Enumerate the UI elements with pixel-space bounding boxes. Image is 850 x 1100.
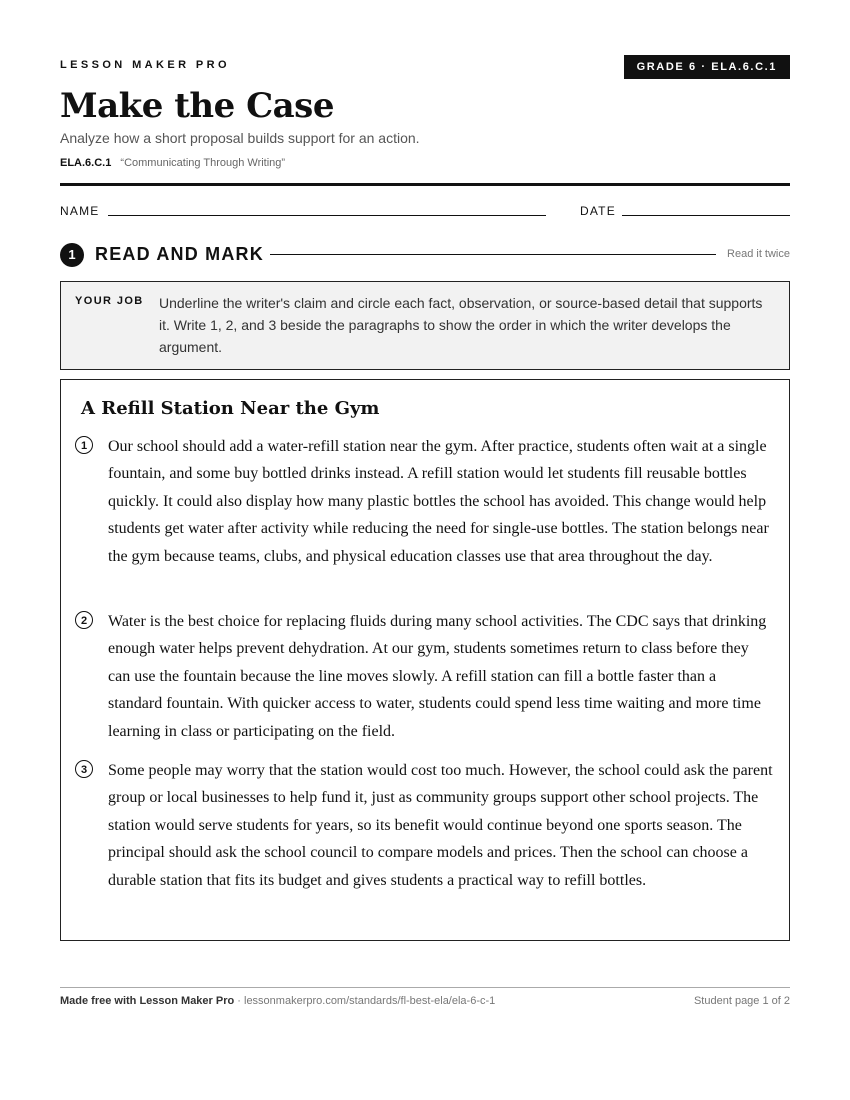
section-number-badge: 1 xyxy=(60,243,84,267)
instructions-box xyxy=(60,281,790,370)
paragraph-2: Water is the best choice for replacing fluids during many school activities. The CDC says that drinking enough water helps prevent dehydration. At our gym, students sometimes return to class before they can use the fountain because the line moves slowly. A refill station can fill a bottle faster than a standard fountain. With quicker access to water, students could spend less time waiting and more time learning in class or participating on the field. xyxy=(108,613,767,740)
standard-code: ELA.6.C.1 xyxy=(60,157,112,169)
footer-brand: Made free with Lesson Maker Pro xyxy=(60,995,235,1007)
name-date-row xyxy=(60,204,790,218)
section-header xyxy=(60,243,790,267)
date-field[interactable] xyxy=(622,215,790,216)
paragraph-number-2: 2 xyxy=(75,611,93,629)
page-subtitle: Analyze how a short proposal builds support for an action. xyxy=(60,130,420,146)
section-title: READ AND MARK xyxy=(95,244,264,264)
footer-separator: · xyxy=(234,995,244,1007)
page-title: Make the Case xyxy=(60,86,334,126)
paragraph-1: Our school should add a water-refill station near the gym. After practice, students often wait at a single fountain, and some buy bottled drinks instead. A refill station would let students fill reusable bottles quickly. It could also display how many plastic bottles the school has avoided. This change would help students get water after activity while reducing the need for single-use bottles. The station belongs near the gym because teams, clubs, and physical education classes use that area throughout the day. xyxy=(108,438,769,565)
name-field[interactable] xyxy=(108,215,546,216)
instructions-label: YOUR JOB xyxy=(75,295,144,307)
grade-badge: GRADE 6 · ELA.6.C.1 xyxy=(624,55,790,79)
brand-name: LESSON MAKER PRO xyxy=(60,59,230,71)
footer-divider xyxy=(60,987,790,988)
footer-url[interactable]: lessonmakerpro.com/standards/fl-best-ela/ela-6-c-1 xyxy=(244,995,496,1007)
page-indicator: Student page 1 of 2 xyxy=(693,995,790,1007)
header-top-row xyxy=(60,55,790,79)
section-divider xyxy=(270,254,716,255)
instructions-text: Underline the writer's claim and circle each fact, observation, or source-based detail that supports it. Write 1, 2, and 3 beside the paragraphs to show the order in which the writer develops the argument. xyxy=(159,295,763,355)
name-label: NAME xyxy=(60,204,100,218)
header-divider xyxy=(60,183,790,186)
paragraph-3: Some people may worry that the station would cost too much. However, the school could ask the parent group or local businesses to help fund it, just as community groups support other school projects. The station would serve students for years, so its benefit would continue beyond one sports season. The principal should ask the school council to compare models and prices. Then the school can choose a durable station that fits its budget and gives students a practical way to refill bottles. xyxy=(108,762,773,889)
paragraph-number-3: 3 xyxy=(75,760,93,778)
date-label: DATE xyxy=(580,204,616,218)
footer xyxy=(60,995,790,1007)
passage-title: A Refill Station Near the Gym xyxy=(81,398,380,419)
standard-name: “Communicating Through Writing” xyxy=(120,157,286,169)
paragraph-number-1: 1 xyxy=(75,436,93,454)
section-note: Read it twice xyxy=(727,248,790,260)
passage-box xyxy=(60,379,790,941)
standard-line xyxy=(60,157,285,169)
